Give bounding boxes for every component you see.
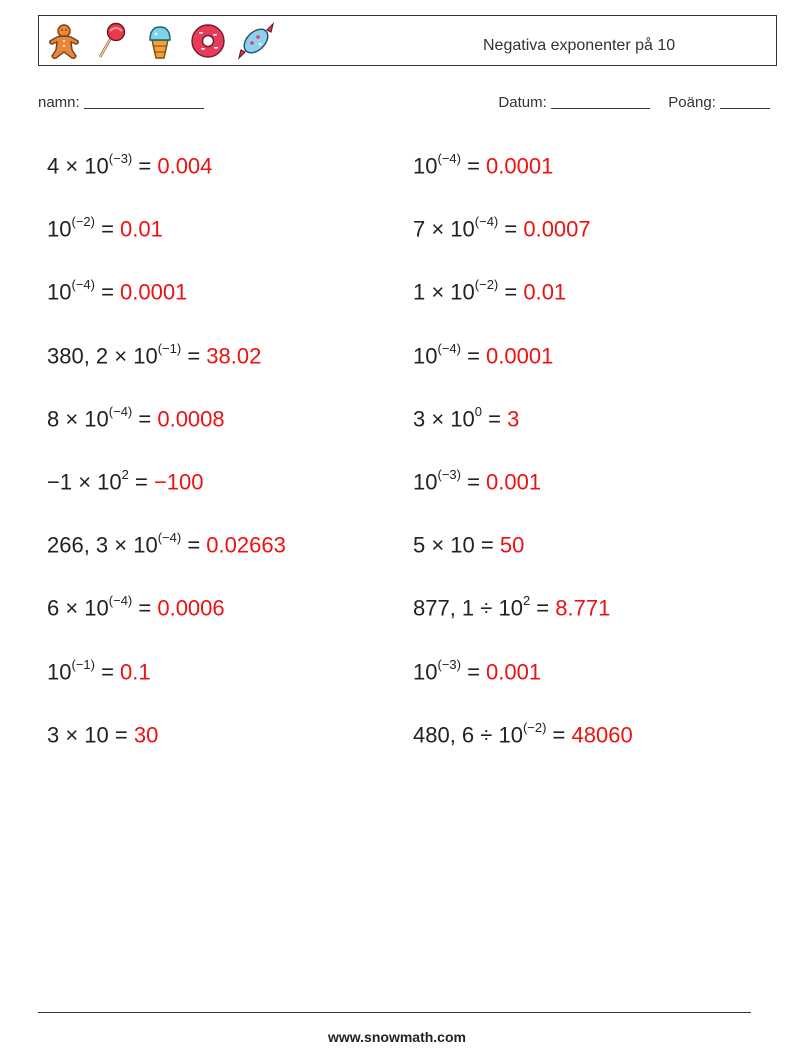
- problem-answer: 0.0001: [486, 342, 554, 368]
- problem-13: [47, 530, 286, 558]
- problem-exponent: (−1): [157, 340, 182, 356]
- problem-answer: 0.02663: [206, 532, 286, 558]
- problem-answer: 0.001: [486, 469, 542, 495]
- problem-answer: 38.02: [206, 342, 262, 368]
- problem-exponent: (−4): [437, 340, 461, 356]
- problem-expression: 3 × 10: [413, 406, 475, 432]
- icon-row: [45, 22, 275, 60]
- problem-expression: 380, 2 × 10: [47, 342, 158, 368]
- problem-exponent: 0: [474, 403, 483, 419]
- date-score-fields: [498, 94, 770, 111]
- problem-expression: 10: [413, 153, 438, 179]
- name-blank[interactable]: [84, 94, 204, 109]
- donut-icon: [189, 22, 227, 60]
- problem-answer: 3: [507, 406, 520, 432]
- problem-exponent: (−2): [522, 719, 547, 735]
- problem-answer: 0.0006: [157, 595, 225, 621]
- problem-9: [47, 403, 225, 432]
- equals-sign: =: [460, 342, 487, 368]
- equals-sign: =: [498, 216, 524, 242]
- problem-expression: 3 × 10: [47, 722, 109, 748]
- problem-3: [47, 214, 163, 242]
- problem-expression: 7 × 10: [413, 216, 475, 242]
- problem-answer: 0.01: [120, 216, 163, 242]
- problem-expression: 10: [413, 658, 438, 684]
- problem-15: [47, 593, 225, 621]
- problem-exponent: (−3): [108, 151, 133, 166]
- problem-exponent: (−4): [108, 593, 133, 609]
- problem-14: [413, 533, 524, 556]
- problem-19: [47, 723, 158, 746]
- problem-expression: 10: [413, 469, 438, 495]
- problem-expression: 4 × 10: [47, 153, 109, 179]
- equals-sign: =: [498, 279, 524, 305]
- problem-6: [413, 277, 567, 305]
- problem-exponent: (−4): [71, 277, 95, 293]
- problem-answer: 30: [133, 722, 159, 748]
- header-box: [38, 15, 777, 66]
- lollipop-icon: [93, 22, 131, 60]
- problem-exponent: (−2): [474, 277, 499, 293]
- equals-sign: =: [94, 658, 121, 684]
- equals-sign: =: [132, 595, 158, 621]
- problem-10: [413, 403, 520, 432]
- problem-answer: −100: [153, 469, 204, 495]
- problem-exponent: (−3): [437, 467, 461, 482]
- equals-sign: =: [181, 532, 207, 558]
- problem-answer: 0.0008: [157, 406, 225, 432]
- footer-divider: [38, 1012, 751, 1013]
- problem-answer: 48060: [571, 722, 633, 748]
- problem-exponent: (−4): [157, 530, 182, 546]
- date-blank[interactable]: [551, 94, 650, 109]
- problem-1: [47, 151, 213, 179]
- problem-answer: 0.0001: [120, 279, 188, 305]
- gingerbread-man-icon: [45, 22, 83, 60]
- equals-sign: =: [128, 469, 154, 495]
- problem-12: [413, 467, 542, 495]
- score-label: Poäng:: [668, 94, 716, 111]
- equals-sign: =: [132, 153, 158, 179]
- equals-sign: =: [94, 216, 121, 242]
- name-field: [38, 94, 204, 111]
- problem-exponent: (−1): [71, 656, 95, 672]
- equals-sign: =: [108, 722, 134, 748]
- problem-11: [47, 467, 204, 495]
- problem-expression: 6 × 10: [47, 595, 109, 621]
- equals-sign: =: [460, 469, 487, 495]
- equals-sign: =: [460, 153, 487, 179]
- problem-expression: 8 × 10: [47, 406, 109, 432]
- problem-18: [413, 656, 542, 684]
- problem-exponent: 2: [522, 593, 531, 609]
- worksheet-title: Negativa exponenter på 10: [483, 37, 676, 54]
- equals-sign: =: [181, 342, 207, 368]
- equals-sign: =: [546, 722, 572, 748]
- problem-exponent: (−4): [437, 151, 461, 166]
- problem-exponent: (−4): [108, 403, 133, 419]
- problem-7: [47, 340, 262, 368]
- problem-expression: 1 × 10: [413, 279, 475, 305]
- problem-answer: 0.01: [523, 279, 567, 305]
- problem-expression: 10: [47, 216, 72, 242]
- problem-exponent: (−3): [437, 656, 461, 672]
- problem-16: [413, 593, 611, 621]
- equals-sign: =: [460, 658, 487, 684]
- problem-8: [413, 340, 554, 368]
- problem-answer: 50: [499, 532, 525, 558]
- problem-expression: 266, 3 × 10: [47, 532, 158, 558]
- problem-exponent: 2: [121, 467, 129, 482]
- problem-expression: 480, 6 ÷ 10: [413, 722, 523, 748]
- problem-expression: 5 × 10: [413, 532, 475, 558]
- ice-cream-cone-icon: [141, 22, 179, 60]
- problem-answer: 0.0007: [523, 216, 591, 242]
- problem-answer: 0.001: [486, 658, 542, 684]
- score-blank[interactable]: [720, 94, 770, 109]
- problem-5: [47, 277, 188, 305]
- problem-answer: 0.1: [120, 658, 151, 684]
- problem-exponent: (−2): [71, 214, 95, 230]
- problem-answer: 0.0001: [486, 153, 554, 179]
- problem-expression: 877, 1 ÷ 10: [413, 595, 523, 621]
- problem-expression: 10: [47, 658, 72, 684]
- problem-expression: −1 × 10: [47, 469, 122, 495]
- problem-exponent: (−4): [474, 214, 499, 230]
- problem-4: [413, 214, 591, 242]
- problem-expression: 10: [47, 279, 72, 305]
- problem-expression: 10: [413, 342, 438, 368]
- candy-icon: [237, 22, 275, 60]
- problem-answer: 8.771: [555, 595, 611, 621]
- problem-20: [413, 719, 633, 748]
- name-label: namn:: [38, 94, 80, 111]
- equals-sign: =: [530, 595, 556, 621]
- date-label: Datum:: [498, 94, 547, 111]
- problem-17: [47, 656, 151, 684]
- equals-sign: =: [482, 406, 508, 432]
- footer-url[interactable]: www.snowmath.com: [328, 1029, 466, 1045]
- problem-2: [413, 151, 554, 179]
- equals-sign: =: [474, 532, 500, 558]
- equals-sign: =: [132, 406, 158, 432]
- problem-answer: 0.004: [157, 153, 213, 179]
- equals-sign: =: [94, 279, 121, 305]
